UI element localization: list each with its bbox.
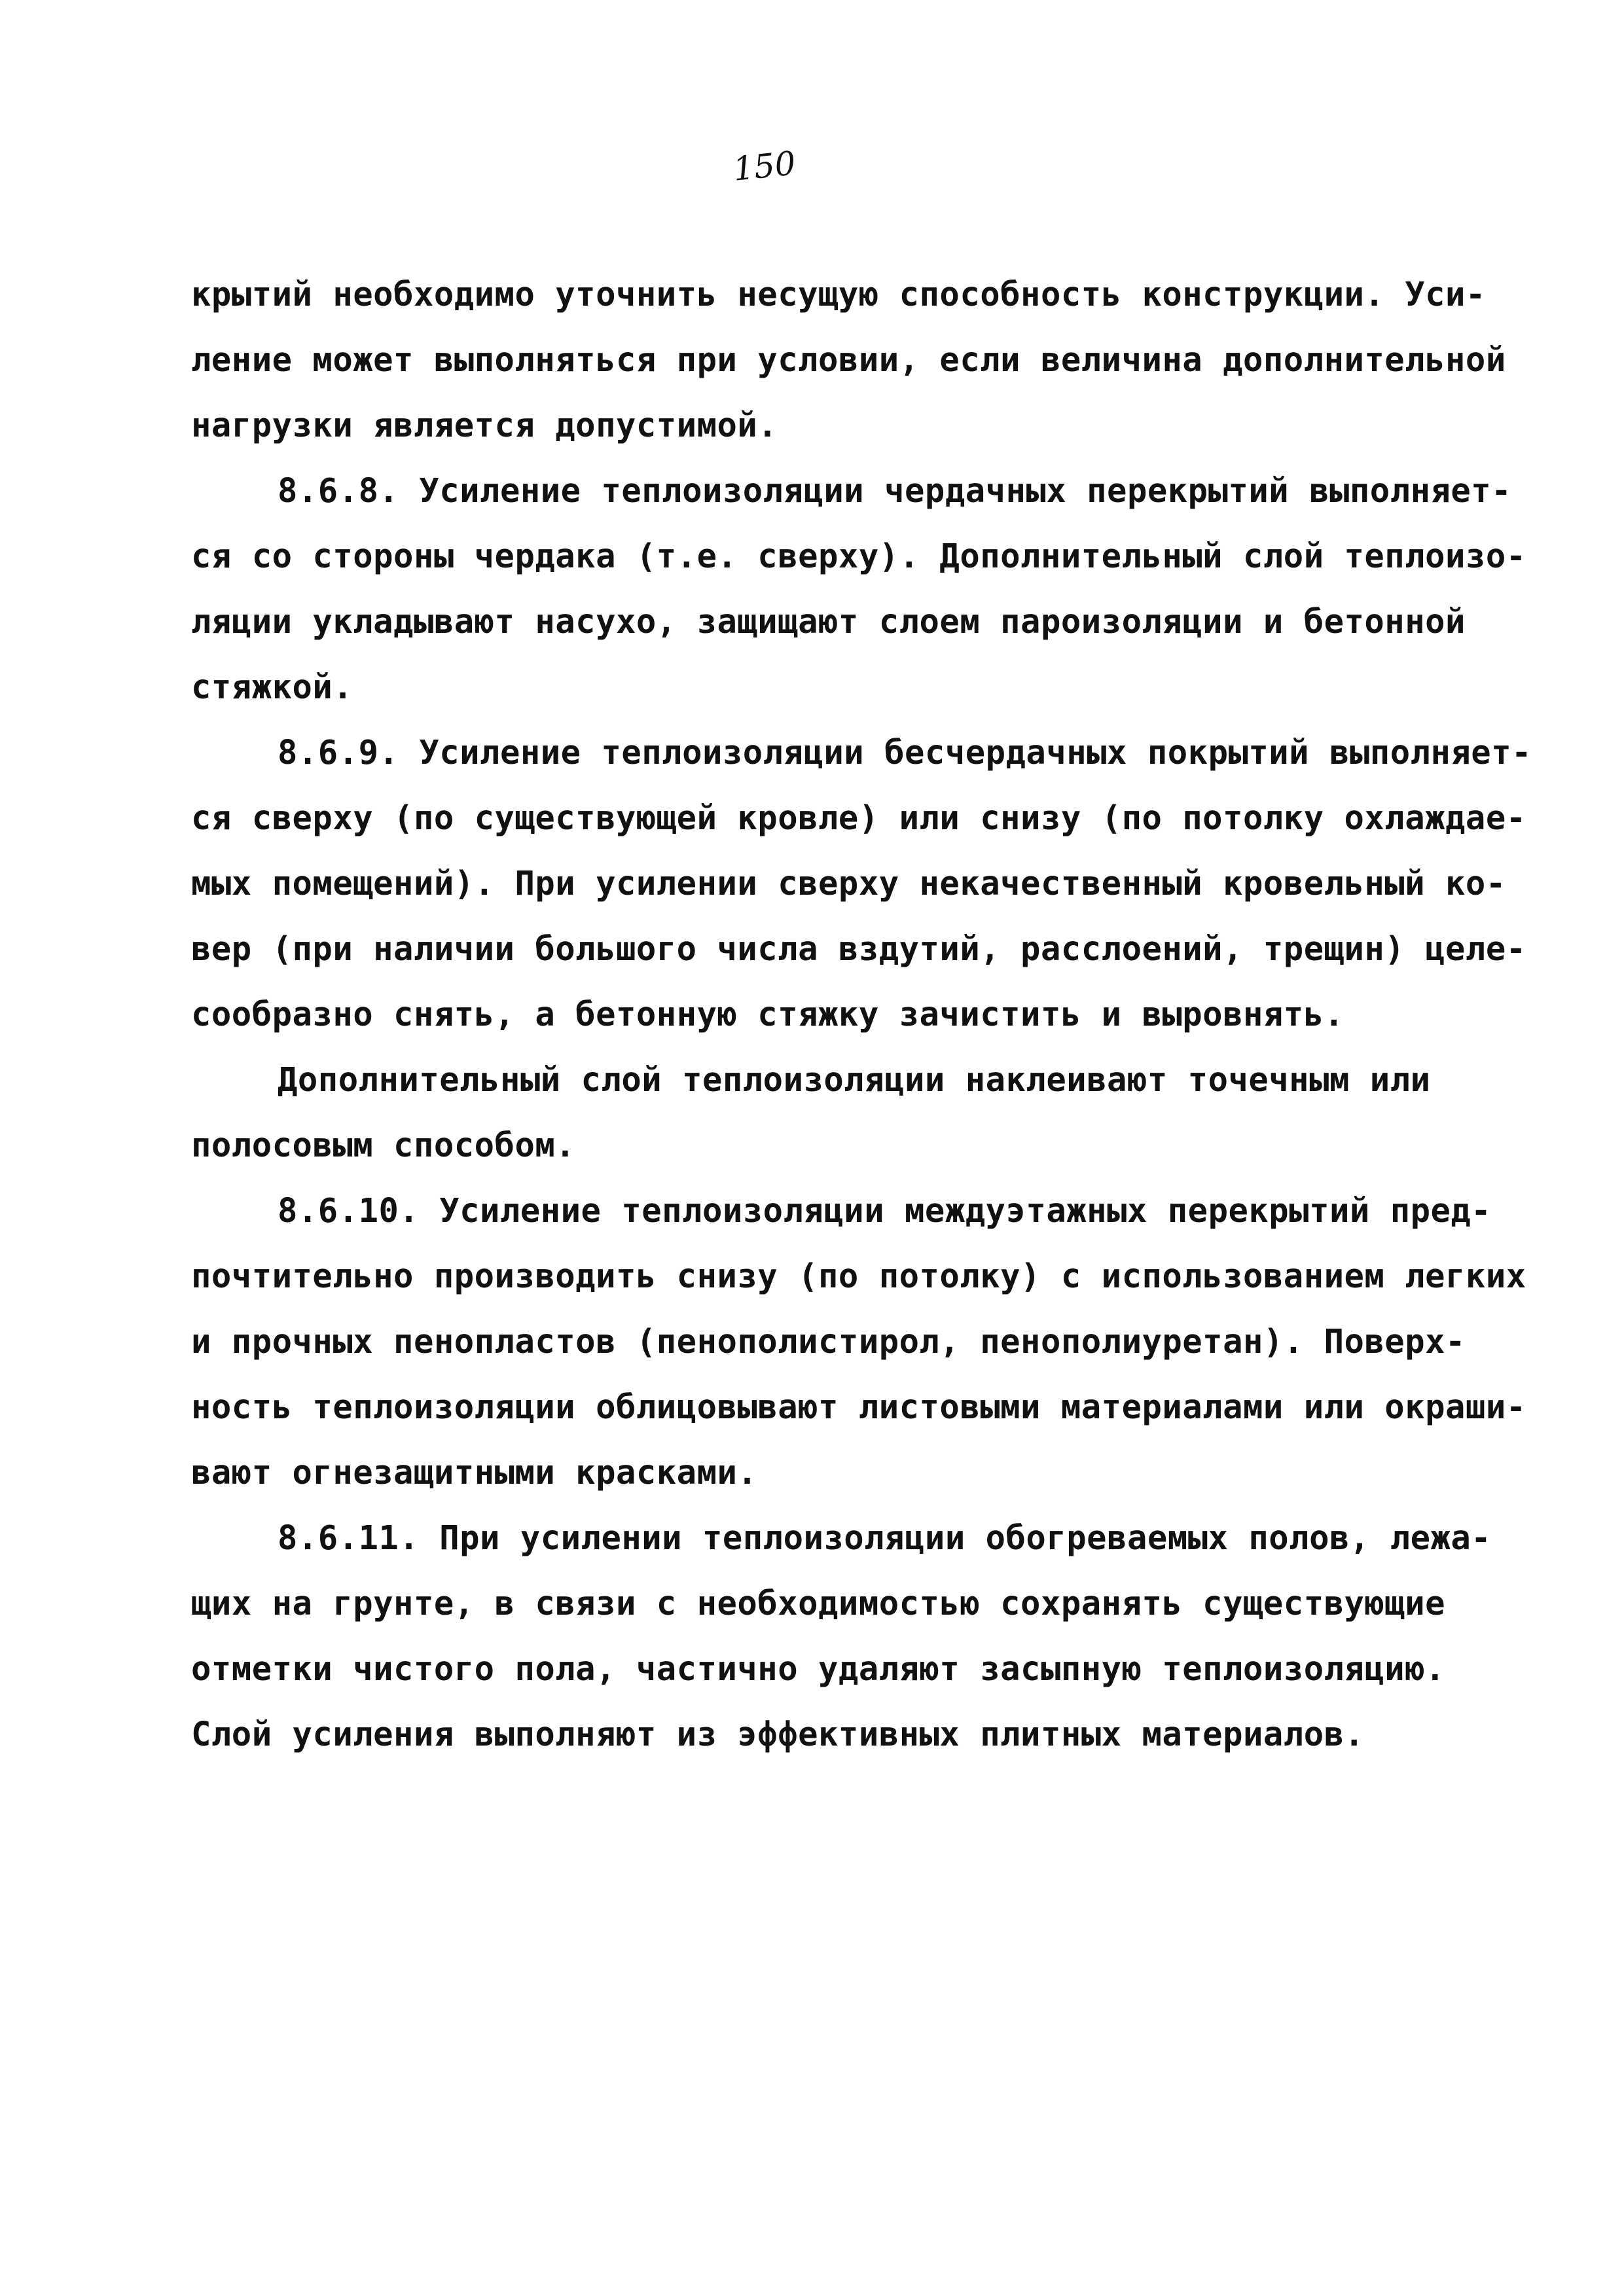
section-8-6-9-heading-line: 8.6.9. Усиление теплоизоляции бесчердачных покрытий выполняет- [278,733,1532,772]
text-line: Слой усиления выполняют из эффективных плитных материалов. [191,1715,1365,1753]
text-line: и прочных пенопластов (пенополистирол, пенополиуретан). Поверх- [191,1322,1466,1361]
paragraph-start-line: Дополнительный слой теплоизоляции наклеивают точечным или [278,1060,1431,1099]
text-line: отметки чистого пола, частично удаляют засыпную теплоизоляцию. [191,1649,1446,1688]
text-line: нагрузки является допустимой. [191,406,778,444]
text-line: вают огнезащитными красками. [191,1453,758,1492]
text-line: стяжкой. [191,668,353,706]
text-line: ность теплоизоляции облицовывают листовыми материалами или окраши- [191,1388,1526,1426]
section-8-6-10-heading-line: 8.6.10. Усиление теплоизоляции междуэтажных перекрытий пред- [278,1191,1492,1230]
text-line: мых помещений). При усилении сверху некачественный кровельный ко- [191,864,1506,903]
text-line: ляции укладывают насухо, защищают слоем пароизоляции и бетонной [191,602,1466,641]
text-line: вер (при наличии большого числа вздутий, расслоений, трещин) целе- [191,929,1526,968]
text-line: крытий необходимо уточнить несущую способность конструкции. Уси- [191,275,1486,314]
text-line: ся со стороны чердака (т.е. сверху). Дополнительный слой теплоизо- [191,537,1526,575]
text-line: ся сверху (по существующей кровле) или снизу (по потолку охлаждае- [191,798,1526,837]
section-8-6-11-heading-line: 8.6.11. При усилении теплоизоляции обогреваемых полов, лежа- [278,1518,1492,1557]
text-line: сообразно снять, а бетонную стяжку зачистить и выровнять. [191,995,1344,1033]
text-line: полосовым способом. [191,1126,576,1164]
text-line: почтительно производить снизу (по потолку) с использованием легких [191,1257,1526,1295]
text-line: ление может выполняться при условии, если величина дополнительной [191,340,1506,379]
text-line: щих на грунте, в связи с необходимостью сохранять существующие [191,1584,1446,1623]
section-8-6-8-heading-line: 8.6.8. Усиление теплоизоляции чердачных перекрытий выполняет- [278,471,1512,510]
page-number: 150 [731,144,798,188]
